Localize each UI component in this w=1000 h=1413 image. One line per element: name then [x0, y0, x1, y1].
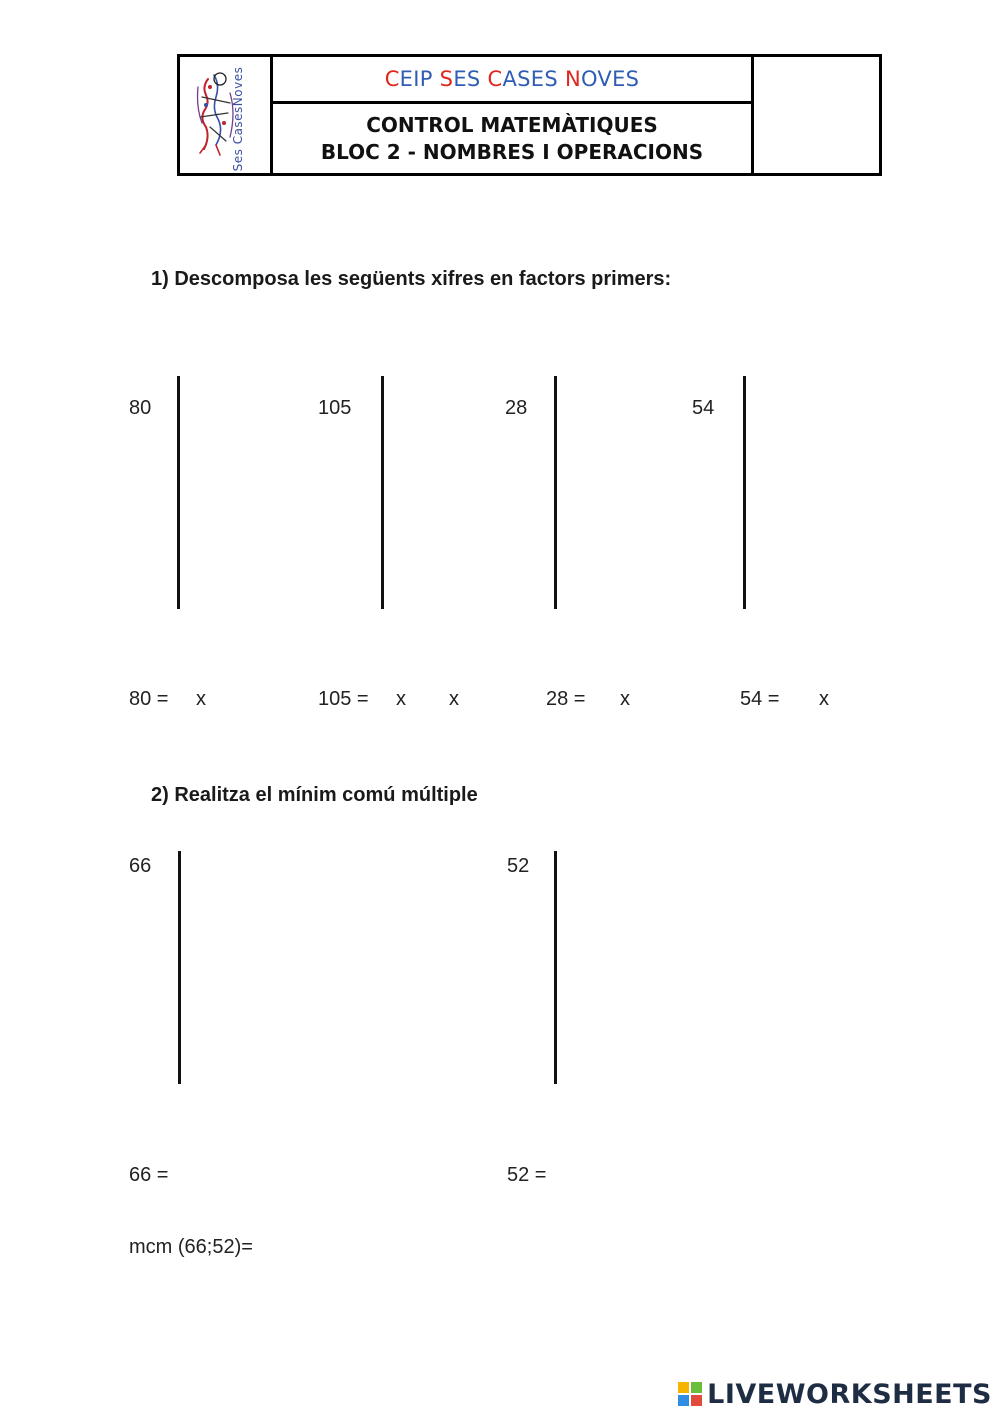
school-name-initial: S [439, 67, 454, 91]
q1-times-28-1: x [620, 688, 630, 710]
liveworksheets-logo-icon [677, 1380, 703, 1408]
exam-title-line1: CONTROL MATEMÀTIQUES [366, 112, 658, 137]
school-name-word: ASES [502, 67, 565, 91]
q1-times-80-1: x [196, 688, 206, 710]
q2-division-line-1 [178, 851, 181, 1084]
header-table [177, 54, 882, 176]
lcm-label: mcm (66;52)= [129, 1236, 253, 1258]
question-1-heading: 1) Descomposa les següents xifres en factors primers: [151, 268, 672, 290]
q1-number-105: 105 [318, 397, 352, 419]
q1-number-80: 80 [129, 397, 152, 419]
q1-division-line-4 [743, 376, 746, 609]
school-name-initial: N [564, 67, 581, 91]
watermark-text: LIVEWORKSHEETS [707, 1378, 992, 1410]
logo-cell [180, 57, 273, 173]
school-name-word: ES [453, 67, 488, 91]
school-logo [180, 57, 270, 167]
liveworksheets-watermark [677, 1378, 992, 1410]
school-name-initial: C [384, 67, 400, 91]
q1-division-line-3 [554, 376, 557, 609]
q1-division-line-2 [381, 376, 384, 609]
logo-text: Ses CasesNoves [231, 66, 245, 172]
grade-cell [751, 57, 879, 173]
q1-times-54-1: x [819, 688, 829, 710]
q1-times-105-2: x [449, 688, 459, 710]
q1-number-28: 28 [505, 397, 528, 419]
q1-answer-label-28: 28 = [546, 688, 586, 710]
q2-number-66: 66 [129, 855, 152, 877]
q1-answer-label-105: 105 = [318, 688, 369, 710]
school-name-initial: C [487, 67, 503, 91]
school-name [273, 57, 751, 104]
q1-division-line-1 [177, 376, 180, 609]
question-2-heading: 2) Realitza el mínim comú múltiple [151, 784, 478, 806]
q2-answer-label-52: 52 = [507, 1164, 547, 1186]
school-name-word: EIP [399, 67, 440, 91]
school-name-word: OVES [580, 67, 640, 91]
q1-answer-label-54: 54 = [740, 688, 780, 710]
q2-answer-label-66: 66 = [129, 1164, 169, 1186]
q1-answer-label-80: 80 = [129, 688, 169, 710]
q2-number-52: 52 [507, 855, 530, 877]
q1-times-105-1: x [396, 688, 406, 710]
q1-number-54: 54 [692, 397, 715, 419]
q2-division-line-2 [554, 851, 557, 1084]
exam-title [273, 104, 751, 173]
exam-title-line2: BLOC 2 - NOMBRES I OPERACIONS [320, 139, 704, 164]
